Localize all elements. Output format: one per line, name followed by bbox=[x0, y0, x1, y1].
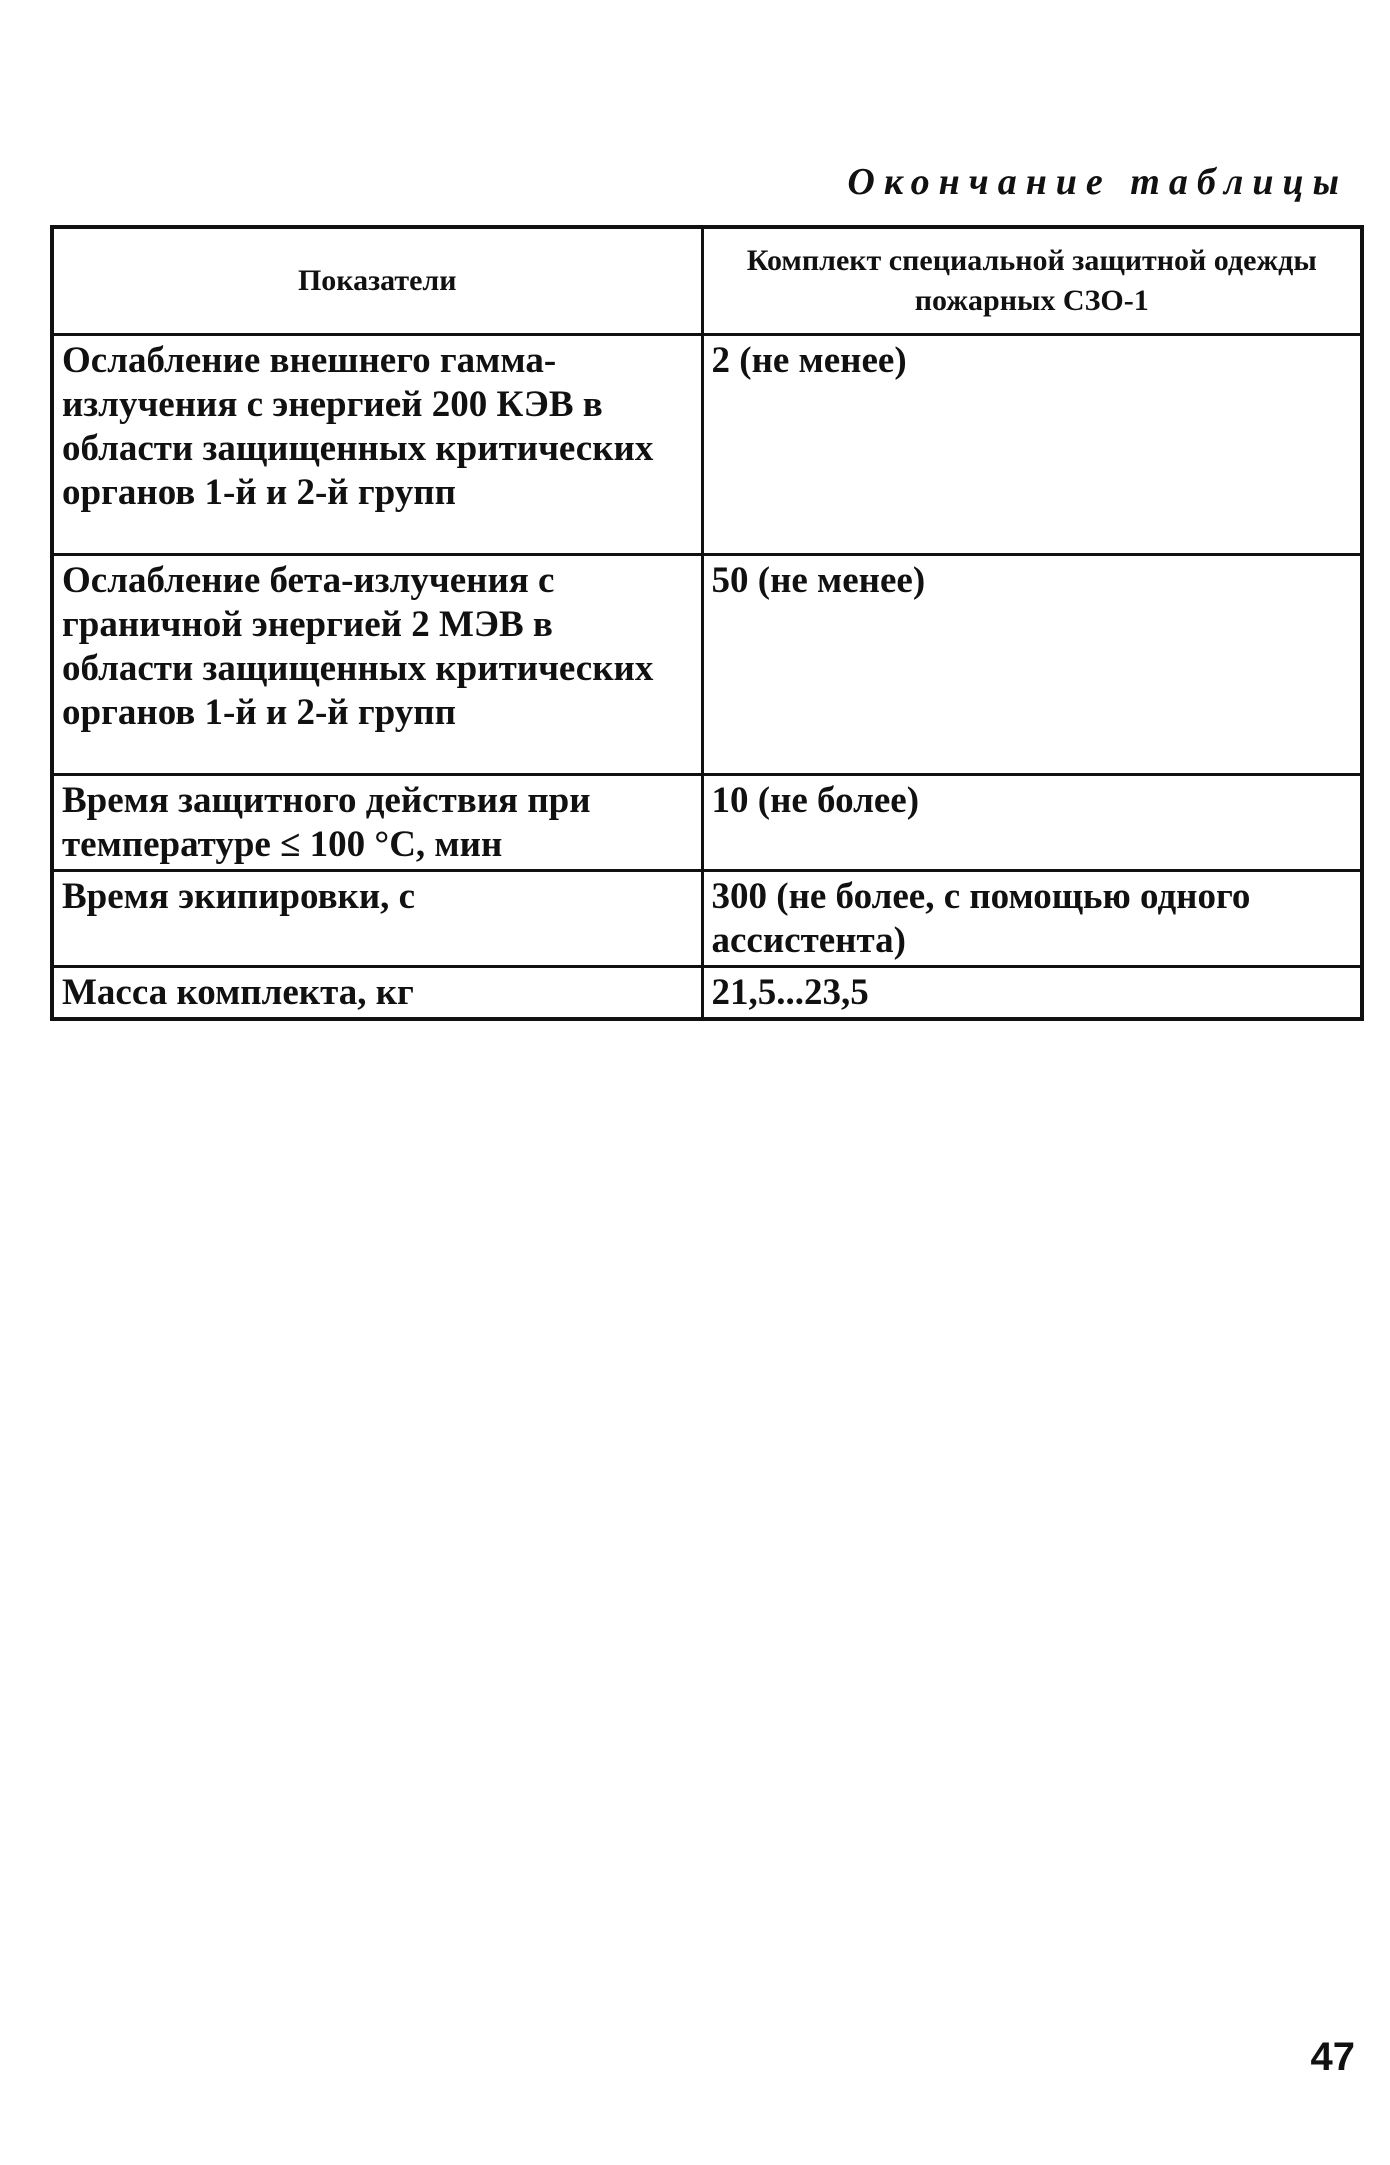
row-value-mass: 21,5...23,5 bbox=[702, 967, 1362, 1020]
row-value-beta: 50 (не менее) bbox=[702, 555, 1362, 775]
table-row bbox=[52, 775, 1362, 871]
table-header-row bbox=[52, 227, 1362, 335]
row-value-equip-time: 300 (не более, с помощью одного ассистента) bbox=[702, 871, 1362, 967]
table-row bbox=[52, 967, 1362, 1020]
header-indicators: Показатели bbox=[52, 227, 702, 335]
table-row bbox=[52, 335, 1362, 555]
table-row bbox=[52, 555, 1362, 775]
table-row bbox=[52, 871, 1362, 967]
row-indicator-protection-time: Время защитного действия при температуре ≤ 100 °С, мин bbox=[52, 775, 702, 871]
row-indicator-mass: Масса комплекта, кг bbox=[52, 967, 702, 1020]
row-value-protection-time: 10 (не более) bbox=[702, 775, 1362, 871]
row-indicator-beta: Ослабление бета-излучения с граничной энергией 2 МЭВ в области защищенных критических органов 1-й и 2-й групп bbox=[52, 555, 702, 775]
header-protective-kit: Комплект специальной защитной одежды пожарных СЗО-1 bbox=[702, 227, 1362, 335]
row-value-gamma: 2 (не менее) bbox=[702, 335, 1362, 555]
page-number: 47 bbox=[1310, 2035, 1355, 2079]
row-indicator-gamma: Ослабление внешнего гамма-излучения с энергией 200 КЭВ в области защищенных критических органов 1-й и 2-й групп bbox=[52, 335, 702, 555]
row-indicator-equip-time: Время экипировки, с bbox=[52, 871, 702, 967]
specifications-table bbox=[50, 225, 1364, 1021]
table-continuation-caption: Окончание таблицы bbox=[847, 161, 1348, 203]
